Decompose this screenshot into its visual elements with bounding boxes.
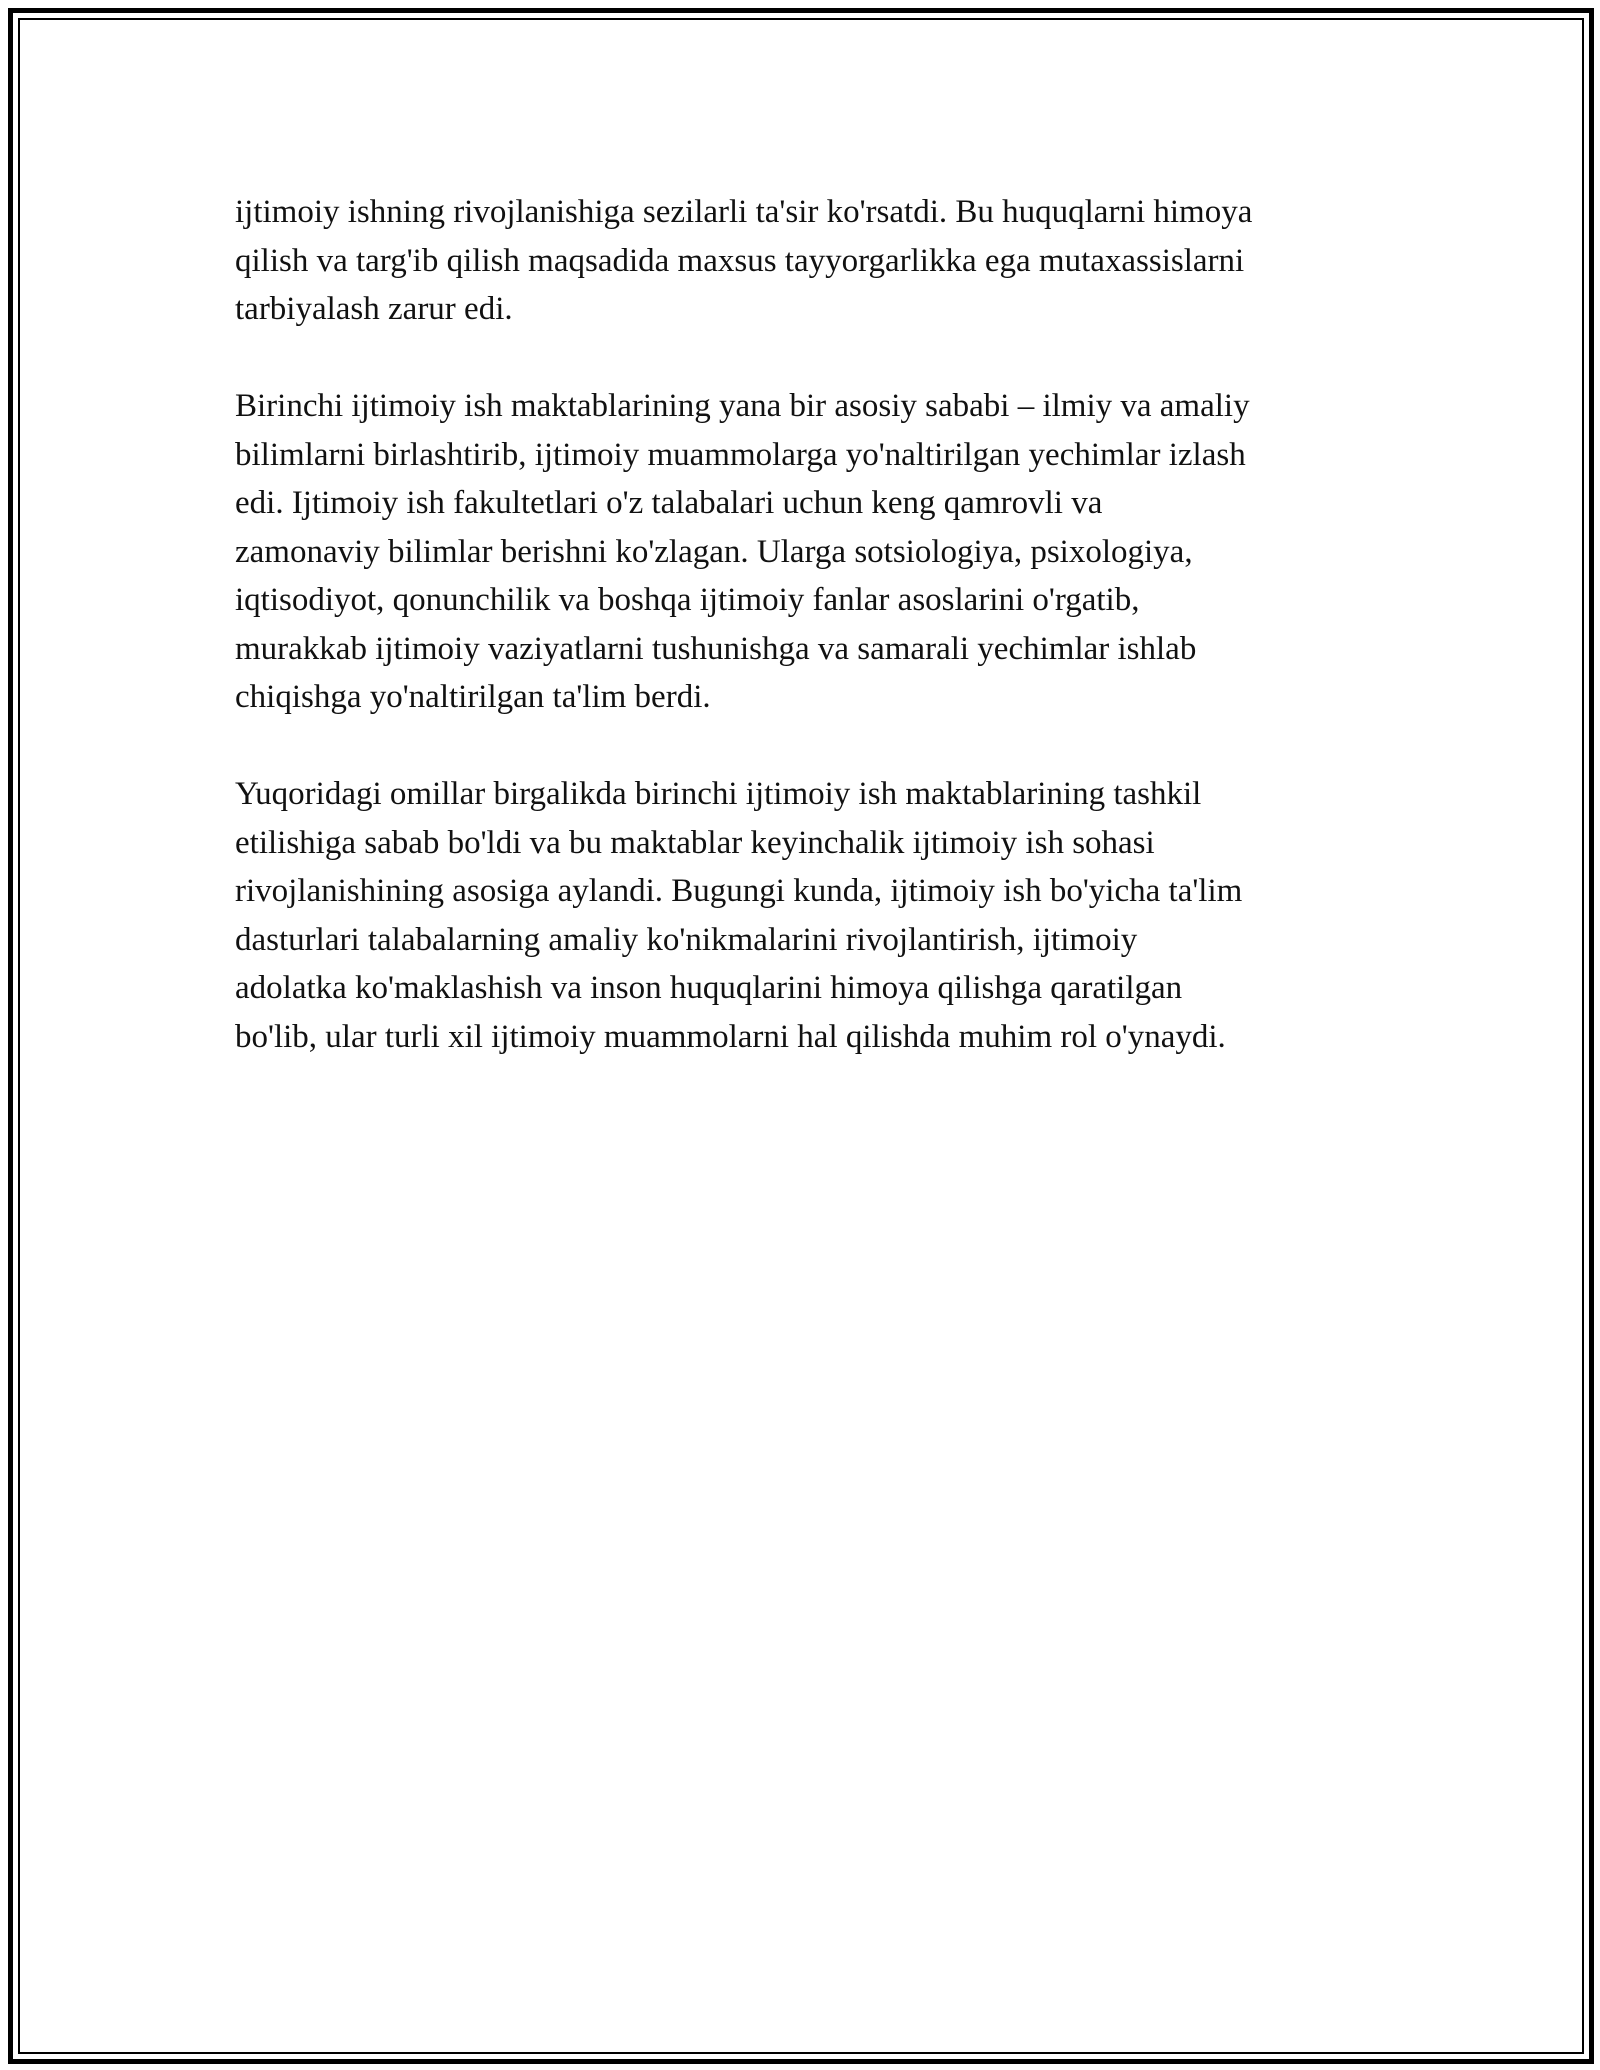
- text-line: bo'lib, ular turli xil ijtimoiy muammolarni hal qilishda muhim rol o'ynaydi.: [235, 1018, 1226, 1055]
- text-line: iqtisodiyot, qonunchilik va boshqa ijtimoiy fanlar asoslarini o'rgatib,: [235, 582, 1140, 618]
- paragraph-1: [235, 188, 1385, 334]
- text-line: qilish va targ'ib qilish maqsadida maxsus tayyorgarlikka ega mutaxassislarni: [235, 242, 1245, 279]
- text-line: dasturlari talabalarning amaliy ko'nikmalarini rivojlantirish, ijtimoiy: [235, 921, 1138, 958]
- text-line: tarbiyalash zarur edi.: [235, 291, 513, 327]
- text-line: rivojlanishining asosiga aylandi. Bugungi kunda, ijtimoiy ish bo'yicha ta'lim: [235, 873, 1243, 909]
- text-line: ijtimoiy ishning rivojlanishiga sezilarli ta'sir ko'rsatdi. Bu huquqlarni himoya: [235, 194, 1253, 230]
- paragraph-2: [235, 382, 1385, 722]
- text-line: zamonaviy bilimlar berishni ko'zlagan. Ularga sotsiologiya, psixologiya,: [235, 533, 1193, 570]
- text-line: etilishiga sabab bo'ldi va bu maktablar keyinchalik ijtimoiy ish sohasi: [235, 824, 1155, 861]
- text-line: adolatka ko'maklashish va inson huquqlarini himoya qilishga qaratilgan: [235, 970, 1183, 1006]
- text-line: murakkab ijtimoiy vaziyatlarni tushunishga va samarali yechimlar ishlab: [235, 630, 1197, 667]
- text-line: bilimlarni birlashtirib, ijtimoiy muammolarga yo'naltirilgan yechimlar izlash: [235, 436, 1246, 473]
- text-line: Yuqoridagi omillar birgalikda birinchi ijtimoiy ish maktablarining tashkil: [235, 776, 1202, 812]
- text-line: chiqishga yo'naltirilgan ta'lim berdi.: [235, 679, 711, 715]
- text-line: edi. Ijtimoiy ish fakultetlari o'z talabalari uchun keng qamrovli va: [235, 485, 1103, 521]
- document-body: [235, 188, 1385, 1110]
- text-line: Birinchi ijtimoiy ish maktablarining yana bir asosiy sababi – ilmiy va amaliy: [235, 388, 1250, 424]
- paragraph-3: [235, 770, 1385, 1061]
